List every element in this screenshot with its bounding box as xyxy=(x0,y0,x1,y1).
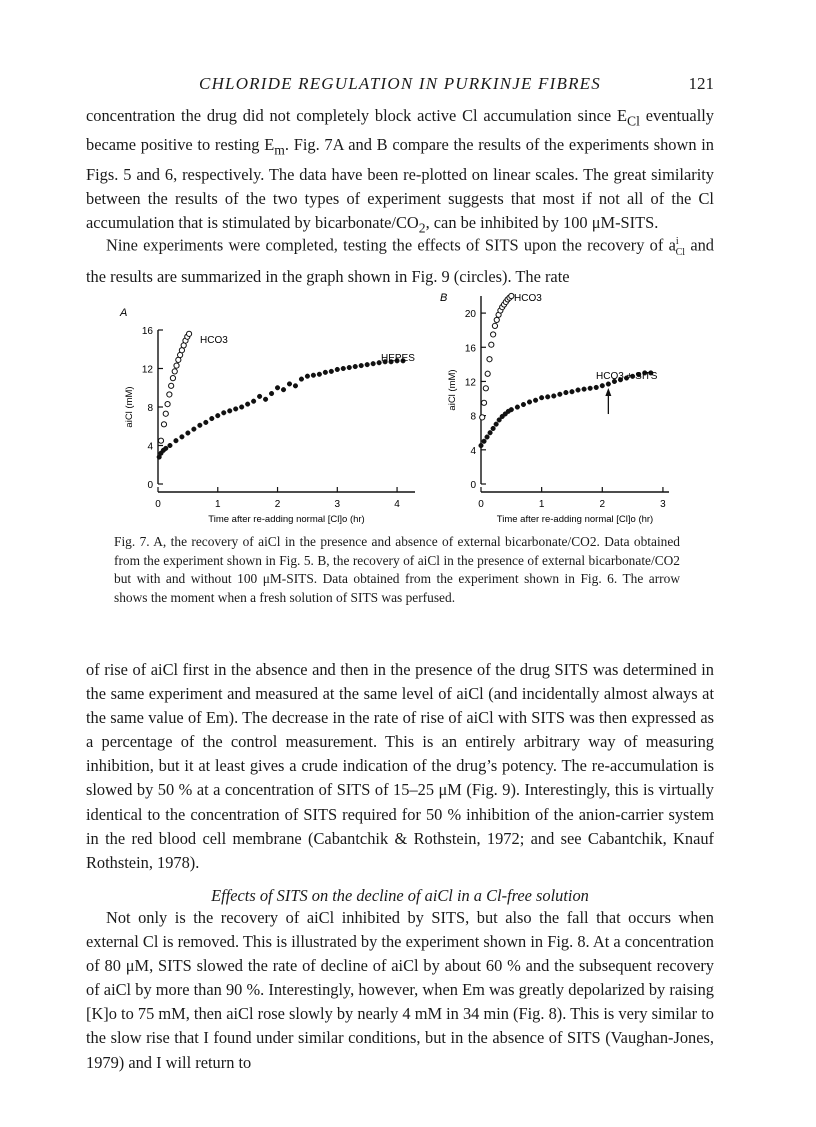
filled-data-point xyxy=(341,366,346,371)
x-tick-label: 3 xyxy=(660,499,666,510)
paragraph-nine xyxy=(86,230,714,289)
series-label: HCO3 xyxy=(200,335,228,346)
open-data-point xyxy=(492,323,497,328)
filled-data-point xyxy=(564,390,569,395)
filled-data-point xyxy=(215,413,220,418)
filled-data-point xyxy=(479,443,484,448)
filled-data-point xyxy=(251,399,256,404)
open-data-point xyxy=(174,363,179,368)
y-tick-label: 0 xyxy=(147,480,153,491)
paragraph-top-text: concentration the drug did not completely block active Cl accumulation since $E_{Cl}$ eventually became positive to resting $E_m$. Fig. 7A and B compare the results of the experiments shown in Figs. 5 and 6, respectively. The data have been re-plotted on linear scales. The great similarity between the results of the two types of experiment suggests that most if not all of the Cl accumulation that is stimulated by bicarbonate/$CO_2$, can be inhibited by 100 μM-SITS. xyxy=(86,106,714,236)
filled-data-point xyxy=(269,391,274,396)
filled-data-point xyxy=(299,377,304,382)
y-tick-label: 16 xyxy=(141,326,153,337)
series-label: HCO3 + SITS xyxy=(596,371,658,382)
filled-data-point xyxy=(488,430,493,435)
x-tick-label: 1 xyxy=(214,499,221,510)
filled-data-point xyxy=(576,388,581,393)
paragraph-last-text: Not only is the recovery of aiCl inhibited by SITS, but also the fall that occurs when external Cl is removed. This is illustrated by the experiment shown in Fig. 8. At a concentration of 80 μM, SITS slowed the rate of decline of aiCl by about 60 % and the subsequent recovery of aiCl by more than 90 %. Interestingly, however, when Em was greatly depolarized by raising [K]o to 75 mM, then aiCl rose slowly by nearly 4 mM in 34 min (Fig. 8). This is very similar to the slow rise that I found under similar conditions, but in the absence of SITS (Vaughan-Jones, 1979) and I will return to xyxy=(86,908,714,1072)
open-data-point xyxy=(165,402,170,407)
y-tick-label: 12 xyxy=(464,377,476,389)
x-tick-label: 2 xyxy=(274,499,281,510)
filled-data-point xyxy=(198,423,203,428)
x-tick-label: 0 xyxy=(478,499,484,510)
open-data-point xyxy=(186,331,191,336)
y-tick-label: 8 xyxy=(147,403,153,414)
open-data-point xyxy=(483,386,488,391)
open-data-point xyxy=(158,438,163,443)
filled-data-point xyxy=(509,407,514,412)
y-tick-label: 4 xyxy=(147,441,153,453)
filled-data-point xyxy=(570,389,575,394)
open-data-point xyxy=(491,332,496,337)
paragraph-top xyxy=(86,104,714,240)
series-label: HEPES xyxy=(381,353,415,364)
filled-data-point xyxy=(174,438,179,443)
filled-data-point xyxy=(186,431,191,436)
x-tick-label: 0 xyxy=(155,499,161,510)
filled-data-point xyxy=(482,439,487,444)
y-tick-label: 0 xyxy=(470,480,476,491)
open-data-point xyxy=(172,369,177,374)
filled-data-point xyxy=(551,394,556,399)
filled-data-point xyxy=(533,398,538,403)
filled-data-point xyxy=(545,395,550,400)
x-tick-label: 3 xyxy=(334,499,341,510)
paragraph-bottom-text: of rise of aiCl first in the absence and then in the presence of the drug SITS was determined in the same experiment and measured at the same level of aiCl (and incidentally almost always at the same value of Em). The decrease in the rate of rise of aiCl with SITS was then expressed as a percentage of the control measurement. This is an entirely arbitrary way of measuring inhibition, but it at least gives a crude indication of the drug’s potency. The re-accumulation is slowed by 50 % at a concentration of SITS of 15–25 μM (Fig. 9). Interestingly, this is virtually identical to the concentration of SITS required for 50 % inhibition of the anion-carrier system in the red blood cell membrane (Cabantchik & Rothstein, 1972; and see Cabantchik, Knauf Rothstein, 1978). xyxy=(86,660,714,872)
open-data-point xyxy=(161,422,166,427)
filled-data-point xyxy=(168,443,173,448)
x-axis-label: Time after re-adding normal [Cl]o (hr) xyxy=(208,514,365,525)
paragraph-last xyxy=(86,906,714,1075)
panel-label: B xyxy=(440,292,448,304)
filled-data-point xyxy=(209,416,214,421)
open-data-point xyxy=(480,415,485,420)
filled-data-point xyxy=(204,420,209,425)
filled-data-point xyxy=(359,363,364,368)
y-tick-label: 16 xyxy=(464,343,476,355)
filled-data-point xyxy=(245,402,250,407)
y-axis-label: aiCl (mM) xyxy=(124,386,135,428)
open-data-point xyxy=(169,383,174,388)
filled-data-point xyxy=(227,409,232,414)
filled-data-point xyxy=(317,372,322,377)
filled-data-point xyxy=(180,435,185,440)
series-label: HCO3 xyxy=(514,293,542,304)
panel-a xyxy=(119,307,415,525)
figure-caption: Fig. 7. A, the recovery of aiCl in the presence and absence of external bicarbonate/CO2. Data obtained from the experiment shown in Fig. 5. B, the recovery of aiCl in the presence of external bicarbonate/CO2 but with and without 100 μM-SITS. Data obtained from the experiment shown in Fig. 6. The arrow shows the moment when a fresh solution of SITS was perfused. xyxy=(114,534,680,605)
page-number: 121 xyxy=(688,74,714,93)
filled-data-point xyxy=(311,373,316,378)
filled-data-point xyxy=(594,385,599,390)
filled-data-point xyxy=(192,427,197,432)
filled-data-point xyxy=(323,370,328,375)
open-data-point xyxy=(494,317,499,322)
y-tick-label: 12 xyxy=(141,364,153,376)
figure-7-svg xyxy=(100,282,700,527)
filled-data-point xyxy=(347,365,352,370)
filled-data-point xyxy=(371,361,376,366)
filled-data-point xyxy=(221,410,226,415)
panel-b xyxy=(440,292,669,525)
y-tick-label: 4 xyxy=(470,445,476,457)
open-data-point xyxy=(489,342,494,347)
filled-data-point xyxy=(257,394,262,399)
filled-data-point xyxy=(281,387,286,392)
running-title: CHLORIDE REGULATION IN PURKINJE FIBRES xyxy=(199,74,601,93)
page-header xyxy=(86,74,714,98)
filled-data-point xyxy=(329,369,334,374)
sits-arrow-head xyxy=(605,388,611,396)
open-data-point xyxy=(163,411,168,416)
open-data-point xyxy=(487,357,492,362)
open-data-point xyxy=(167,392,172,397)
filled-data-point xyxy=(515,405,520,410)
filled-data-point xyxy=(491,426,496,431)
filled-data-point xyxy=(485,435,490,440)
filled-data-point xyxy=(163,446,168,451)
filled-data-point xyxy=(239,405,244,410)
paragraph-nine-text: Nine experiments were completed, testing the effects of SITS upon the recovery of $a^i_{Cl}$ and the results are summarized in the graph shown in Fig. 9 (circles). The rate xyxy=(86,235,715,286)
filled-data-point xyxy=(527,400,532,405)
filled-data-point xyxy=(588,386,593,391)
filled-data-point xyxy=(521,402,526,407)
filled-data-point xyxy=(582,387,587,392)
filled-data-point xyxy=(606,382,611,387)
paragraph-bottom xyxy=(86,658,714,875)
filled-data-point xyxy=(275,385,280,390)
x-tick-label: 2 xyxy=(599,499,606,510)
open-data-point xyxy=(485,371,490,376)
filled-data-point xyxy=(335,367,340,372)
filled-data-point xyxy=(287,382,292,387)
x-axis-label: Time after re-adding normal [Cl]o (hr) xyxy=(496,514,654,525)
filled-data-point xyxy=(558,392,563,397)
filled-data-point xyxy=(600,383,605,388)
x-tick-label: 1 xyxy=(538,499,545,510)
panel-label: A xyxy=(120,307,128,319)
filled-data-point xyxy=(494,422,499,427)
section-heading: Effects of SITS on the decline of aiCl in a Cl-free solution xyxy=(211,886,589,905)
filled-data-point xyxy=(305,374,310,379)
y-axis-label: aiCl (mM) xyxy=(447,369,458,411)
filled-data-point xyxy=(353,364,358,369)
filled-data-point xyxy=(293,384,298,389)
filled-data-point xyxy=(539,395,544,400)
y-tick-label: 20 xyxy=(464,309,476,321)
open-data-point xyxy=(170,376,175,381)
y-tick-label: 8 xyxy=(470,411,476,423)
open-data-point xyxy=(481,400,486,405)
figure-7 xyxy=(100,282,700,532)
filled-data-point xyxy=(233,407,238,412)
x-tick-label: 4 xyxy=(394,499,400,510)
filled-data-point xyxy=(365,362,370,367)
filled-data-point xyxy=(263,397,268,402)
